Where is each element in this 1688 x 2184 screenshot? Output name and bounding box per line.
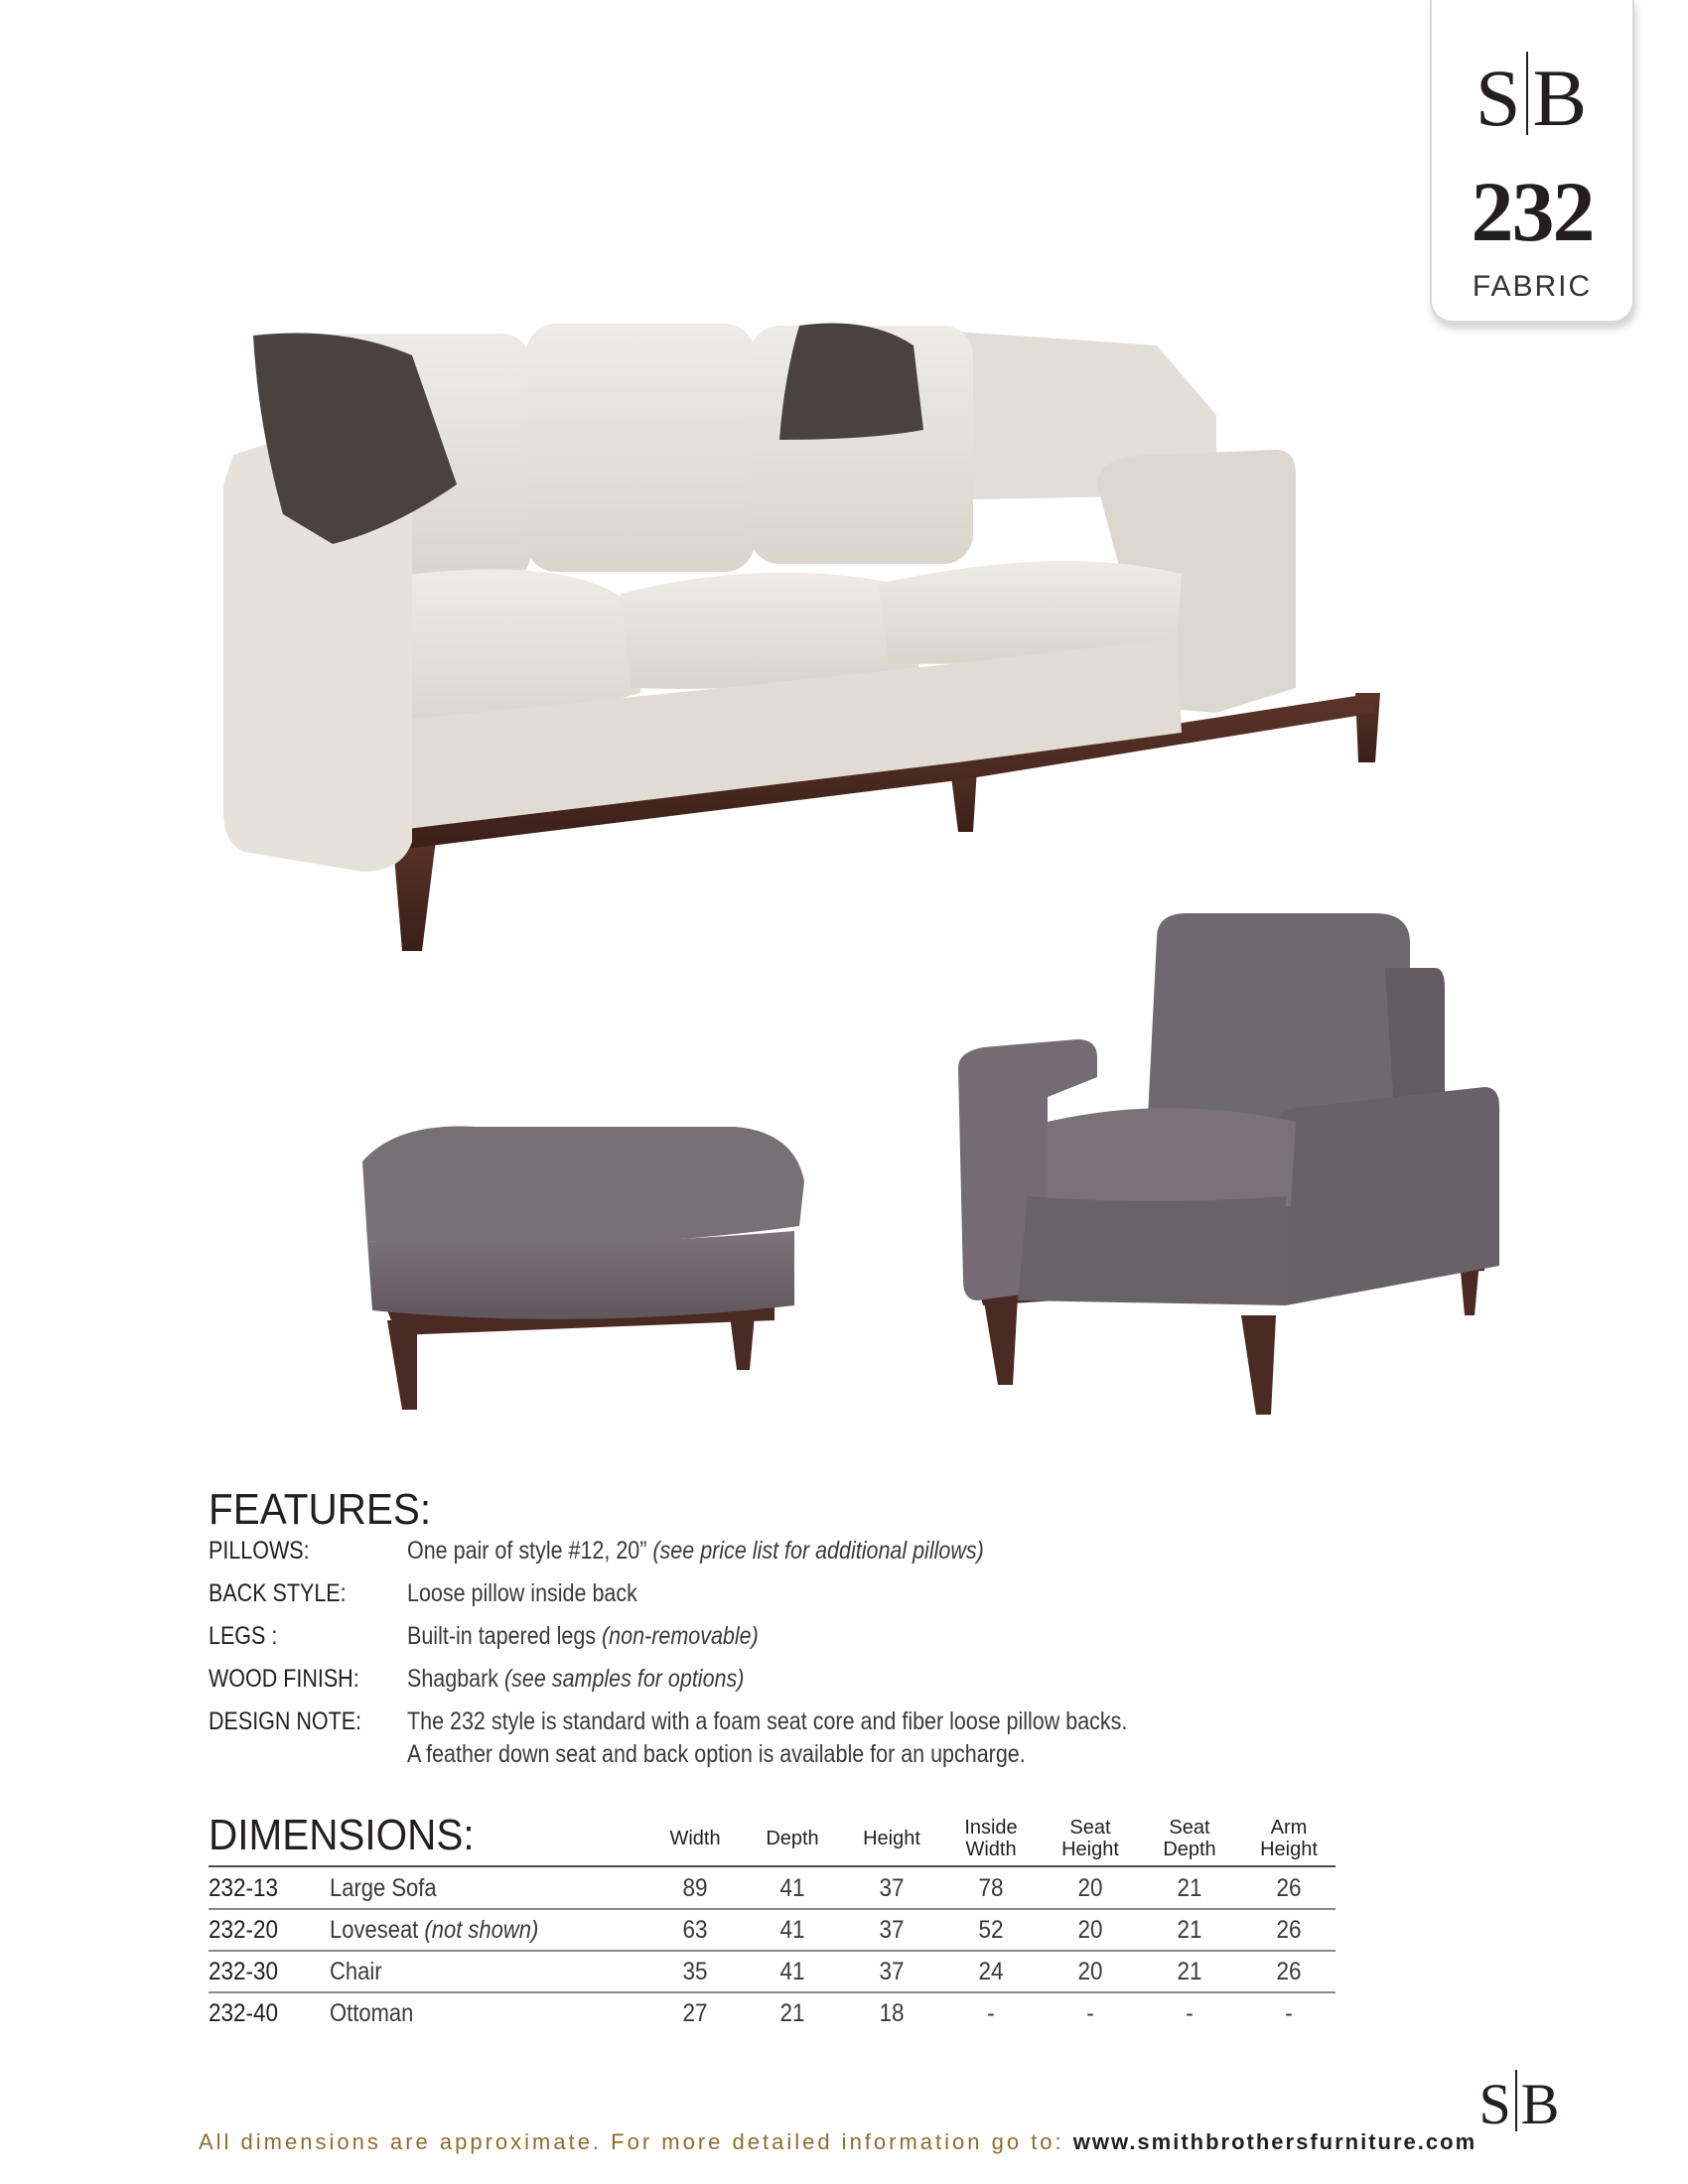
dim-header-seat-height: Seat Height [1061, 1817, 1119, 1860]
product-name: Loveseat (not shown) [330, 1916, 539, 1944]
chair-image [958, 908, 1514, 1425]
product-code: 232-20 [209, 1916, 279, 1944]
dim-value: 21 [1177, 1916, 1202, 1944]
dim-value: 37 [879, 1916, 905, 1944]
dim-value: 41 [779, 1958, 805, 1985]
product-code: 232-13 [209, 1874, 279, 1902]
dim-value: 35 [682, 1958, 708, 1985]
dim-value: - [1086, 1999, 1094, 2027]
feature-label: PILLOWS: [209, 1537, 310, 1565]
dim-value: - [987, 1999, 995, 2027]
dim-value: 20 [1077, 1874, 1103, 1902]
feature-label: WOOD FINISH: [209, 1665, 359, 1693]
dim-value: 21 [1177, 1874, 1202, 1902]
style-type: FABRIC [1472, 270, 1593, 303]
feature-label: DESIGN NOTE: [209, 1707, 362, 1735]
dim-value: 26 [1276, 1958, 1302, 1985]
website-link[interactable]: www.smithbrothersfurniture.com [1072, 2129, 1477, 2154]
dim-value: 20 [1077, 1916, 1103, 1944]
dim-value: 21 [779, 1999, 805, 2027]
dim-value: 21 [1177, 1958, 1202, 1985]
dim-header-seat-depth: Seat Depth [1163, 1817, 1216, 1860]
dim-value: 26 [1276, 1874, 1302, 1902]
dim-value: 26 [1276, 1916, 1302, 1944]
feature-value: One pair of style #12, 20” (see price list for additional pillows) [407, 1537, 984, 1565]
table-row [209, 1868, 1336, 1908]
product-code: 232-40 [209, 1999, 279, 2027]
brand-logo: S B [1475, 53, 1590, 143]
product-name: Ottoman [330, 1999, 414, 2027]
ottoman-image [357, 1122, 804, 1430]
table-divider [209, 1865, 1336, 1867]
feature-value: A feather down seat and back option is available for an upcharge. [407, 1740, 1026, 1768]
dim-value: 37 [879, 1958, 905, 1985]
dim-header-height: Height [863, 1828, 920, 1849]
dimensions-heading: DIMENSIONS: [209, 1811, 475, 1859]
dim-value: 63 [682, 1916, 708, 1944]
feature-value: Shagbark (see samples for options) [407, 1665, 745, 1693]
feature-value: The 232 style is standard with a foam seat core and fiber loose pillow backs. [407, 1707, 1128, 1735]
footer-logo: S B [1478, 2072, 1560, 2136]
product-name: Chair [330, 1958, 382, 1985]
dim-value: 41 [779, 1916, 805, 1944]
dim-value: 78 [978, 1874, 1004, 1902]
product-name: Large Sofa [330, 1874, 437, 1902]
table-row [209, 1993, 1336, 2033]
brand-tab [1430, 0, 1634, 323]
table-row [209, 1952, 1336, 1991]
product-code: 232-30 [209, 1958, 279, 1985]
dim-value: 27 [682, 1999, 708, 2027]
dim-value: 41 [779, 1874, 805, 1902]
feature-value: Loose pillow inside back [407, 1579, 637, 1607]
style-number: 232 [1471, 164, 1594, 259]
dim-value: 89 [682, 1874, 708, 1902]
dim-value: - [1285, 1999, 1293, 2027]
sofa-image [223, 316, 1425, 951]
dim-value: 18 [879, 1999, 905, 2027]
dim-header-arm-height: Arm Height [1260, 1817, 1318, 1860]
dim-header-depth: Depth [766, 1828, 819, 1849]
feature-label: LEGS : [209, 1622, 278, 1650]
feature-label: BACK STYLE: [209, 1579, 347, 1607]
feature-value: Built-in tapered legs (non-removable) [407, 1622, 759, 1650]
dim-value: 52 [978, 1916, 1004, 1944]
dim-value: - [1186, 1999, 1194, 2027]
footer-note [199, 2129, 1477, 2155]
dim-value: 20 [1077, 1958, 1103, 1985]
footer-text: All dimensions are approximate. For more detailed information go to: [199, 2129, 1064, 2154]
dim-header-inside-width: Inside Width [964, 1817, 1018, 1860]
table-row [209, 1910, 1336, 1950]
dim-header-width: Width [669, 1828, 721, 1849]
dim-value: 37 [879, 1874, 905, 1902]
features-heading: FEATURES: [209, 1485, 432, 1534]
dim-value: 24 [978, 1958, 1004, 1985]
